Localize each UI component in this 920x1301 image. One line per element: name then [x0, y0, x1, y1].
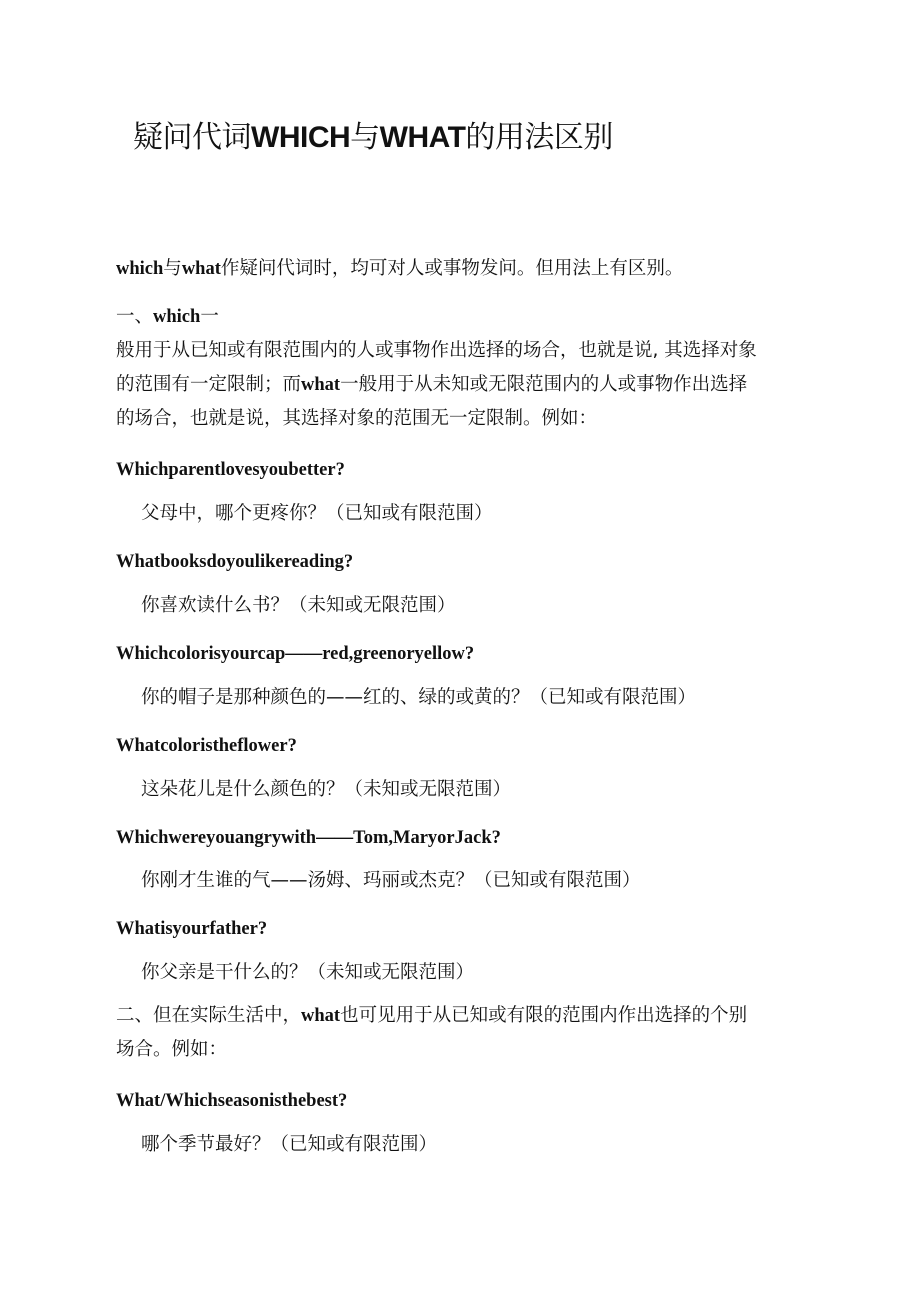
section-one-en-what: what — [301, 375, 341, 395]
example-answer: 父母中，哪个更疼你？（已知或有限范围） — [141, 503, 493, 524]
page-title — [133, 112, 613, 156]
intro-cn-1: 与 — [163, 258, 182, 279]
section-one-line-3b: 一般用于从未知或无限范围内的人或事物作出选择 — [340, 374, 748, 395]
section-one-line-1 — [116, 300, 806, 334]
intro-line — [116, 252, 806, 286]
intro-en-which: which — [116, 259, 164, 279]
example-answer: 这朵花儿是什么颜色的？（未知或无限范围） — [141, 779, 512, 800]
example-question: What/Whichseasonisthebest? — [116, 1091, 348, 1111]
section-one-prefix: 一、 — [116, 306, 154, 327]
section-two-line-1 — [116, 999, 806, 1033]
example-answer: 你的帽子是那种颜色的——红的、绿的或黄的？（已知或有限范围） — [141, 687, 697, 708]
example-answer: 你喜欢读什么书？（未知或无限范围） — [141, 595, 456, 616]
section-one-paragraph — [116, 300, 806, 436]
section-one-line-4: 的场合，也就是说，其选择对象的范围无一定限制。例如： — [116, 408, 598, 429]
section-two-line-1b: 也可见用于从已知或有限的范围内作出选择的个别 — [340, 1005, 748, 1026]
example-question: Whatisyourfather? — [116, 919, 268, 939]
section-one-suffix: 一 — [200, 306, 219, 327]
title-part-1: 疑问代词 — [133, 120, 251, 155]
section-two-paragraph — [116, 999, 806, 1067]
title-part-4: WHAT — [379, 121, 466, 154]
example-question: Whichparentlovesyoubetter? — [116, 460, 345, 480]
example-answer: 你刚才生谁的气——汤姆、玛丽或杰克？（已知或有限范围） — [141, 870, 641, 891]
section-two-en-what: what — [301, 1006, 341, 1026]
example-question: Whatbooksdoyoulikereading? — [116, 552, 354, 572]
example-question: Whatcoloristheflower? — [116, 736, 297, 756]
title-part-2: WHICH — [251, 121, 351, 154]
section-two-line-1a: 二、但在实际生活中， — [116, 1005, 302, 1026]
section-one-line-3a: 的范围有一定限制；而 — [116, 374, 302, 395]
example-question: Whichwereyouangrywith——Tom,MaryorJack? — [116, 828, 501, 848]
intro-paragraph — [116, 252, 806, 286]
example-answer: 你父亲是干什么的？（未知或无限范围） — [141, 962, 475, 983]
section-one-en-which: which — [153, 307, 201, 327]
section-two-line-2: 场合。例如： — [116, 1039, 228, 1060]
section-one-line-2: 般用于从已知或有限范围内的人或事物作出选择的场合，也就是说, 其选择对象 — [116, 340, 757, 361]
example-answer: 哪个季节最好？（已知或有限范围） — [141, 1134, 438, 1155]
title-part-5: 的用法区别 — [465, 120, 613, 155]
title-part-3: 与 — [350, 120, 380, 155]
intro-cn-2: 作疑问代词时，均可对人或事物发问。但用法上有区别。 — [220, 258, 684, 279]
section-one-line-3 — [116, 368, 806, 402]
example-question: Whichcolorisyourcap——red,greenoryellow? — [116, 644, 475, 664]
intro-en-what: what — [181, 259, 221, 279]
